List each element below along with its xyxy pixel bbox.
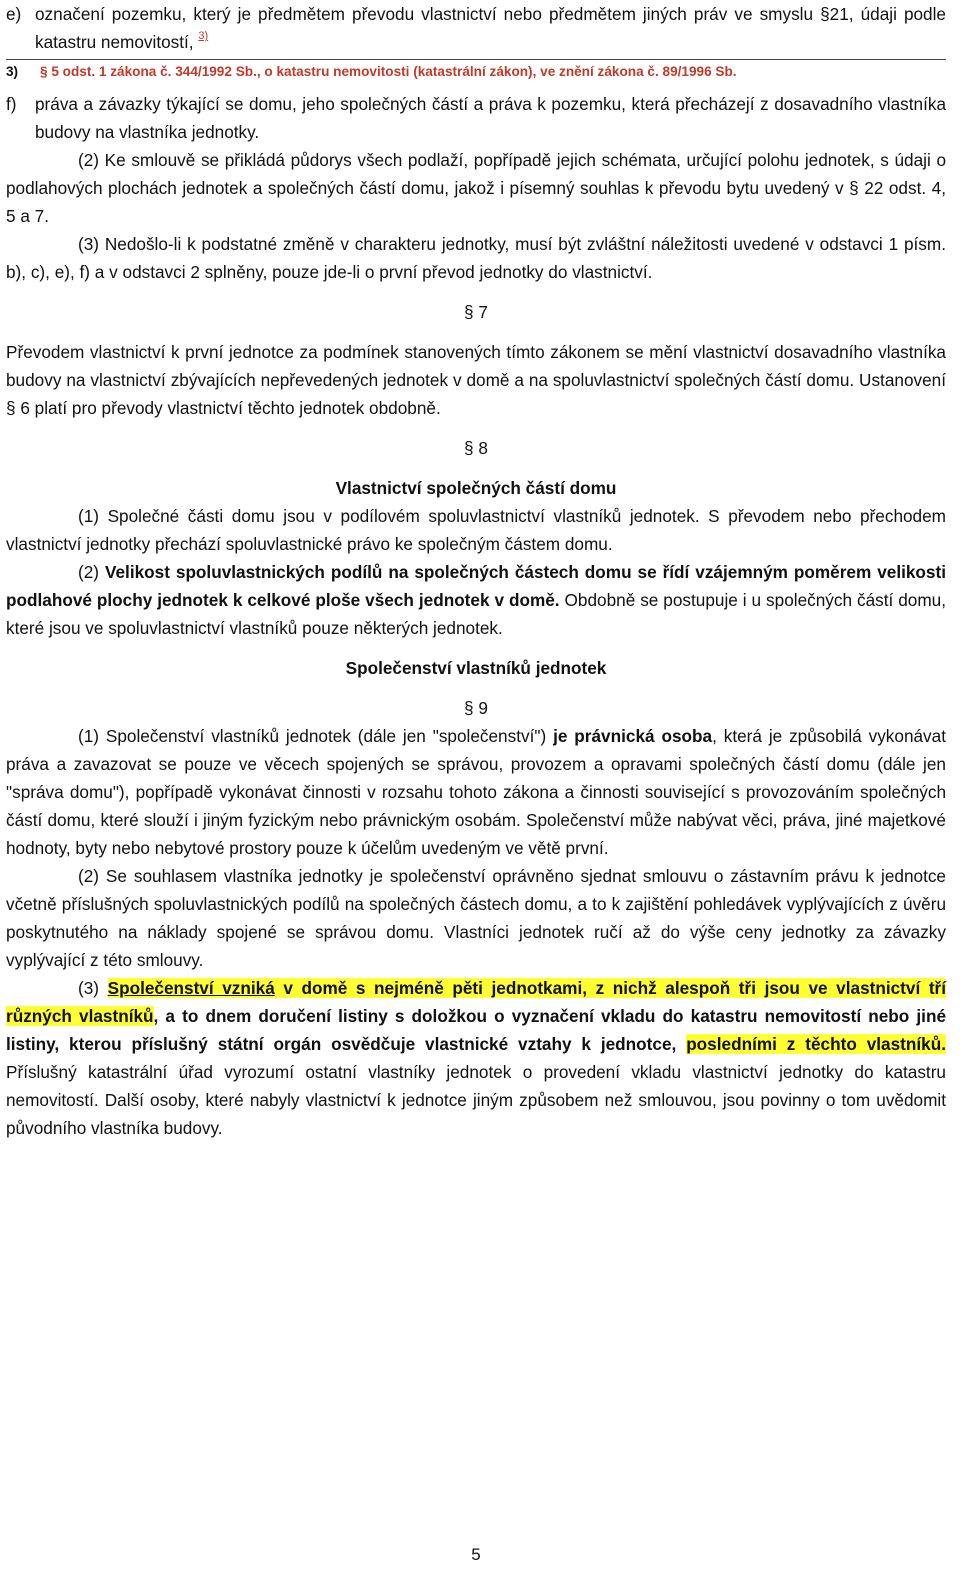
item-label: f): [6, 94, 17, 114]
bold-text: Velikost spoluvlastnických podílů na společných částech domu se řídí vzájemným poměrem velikosti podlahové plochy jednotek k celkové ploše všech jednotek v domě.: [6, 562, 946, 610]
item-text: označení pozemku, který je předmětem převodu vlastnictví nebo předmětem jiných práv ve smyslu §21, údaji podle katastru nemovitostí,: [35, 4, 946, 52]
highlighted-text: v domě s nejméně pěti jednotkami, z nichž alespoň tři jsou ve vlastnictví tří různých vlastníků: [6, 978, 947, 1026]
list-item-f: [6, 90, 946, 146]
item-label: e): [6, 4, 22, 24]
bold-text: je právnická osoba: [553, 726, 713, 746]
part-title: Společenství vlastníků jednotek: [345, 658, 607, 678]
paragraph-text: (1) Společenství vlastníků jednotek (dále jen "společenství"): [78, 726, 547, 746]
highlighted-text: Společenství vzniká: [107, 978, 275, 998]
paragraph-text: Příslušný katastrální úřad vyrozumí ostatní vlastníky jednotek o provedení vkladu vlastnictví jednotky do katastru nemovitostí. Další osoby, které nabyly vlastnictví k jednotce jiným způsobem než smlouvou, jsou povinny o tom uvědomit původního vlastníka budovy.: [6, 1062, 946, 1138]
section-8-paragraph-1: (1) Společné části domu jsou v podílovém spoluvlastnictví vlastníků jednotek. S převodem nebo přechodem vlastnictví jednotky přechází spoluvlastnické právo ke společným částem domu.: [6, 506, 946, 554]
item-text: práva a závazky týkající se domu, jeho společných částí a práva k pozemku, která přecházejí z dosavadního vlastníka budovy na vlastníka jednotky.: [35, 94, 946, 142]
section-9-paragraph-3: [6, 974, 946, 1142]
highlighted-text: posledními z těchto vlastníků.: [686, 1034, 946, 1054]
footnote: [6, 59, 946, 82]
section-7-text: Převodem vlastnictví k první jednotce za podmínek stanovených tímto zákonem se mění vlastnictví dosavadního vlastníka budovy na vlastnictví zbývajících nepřevedených jednotek v domě a na spoluvlastnictví společných částí domu. Ustanovení § 6 platí pro převody vlastnictví těchto jednotek obdobně.: [6, 342, 946, 418]
footnote-reference-link[interactable]: 3): [198, 30, 209, 42]
section-9-paragraph-1: [6, 722, 946, 862]
list-item-e: [6, 0, 946, 56]
section-8-title: Vlastnictví společných částí domu: [335, 478, 617, 498]
section-7-heading: § 7: [464, 302, 488, 322]
paragraph-3: (3) Nedošlo-li k podstatné změně v charakteru jednotky, musí být zvláštní náležitosti uvedené v odstavci 1 písm. b), c), e), f) a v odstavci 2 splněny, pouze jde-li o první převod jednotky do vlastnictví.: [6, 234, 946, 282]
section-8-heading: § 8: [464, 438, 488, 458]
section-8-paragraph-2: [6, 558, 946, 642]
bold-text: , a to dnem doručení listiny s doložkou o vyznačení vkladu do katastru nemovitostí nebo jiné listiny, kterou příslušný státní orgán osvědčuje vlastnické vztahy k jednotce,: [6, 1006, 946, 1054]
paragraph-label: (2): [78, 562, 100, 582]
page-number: 5: [471, 1545, 481, 1564]
section-9-heading: § 9: [464, 698, 488, 718]
section-9-paragraph-2: (2) Se souhlasem vlastníka jednotky je společenství oprávněno sjednat smlouvu o zástavním právu k jednotce včetně příslušných spoluvlastnických podílů na společných částech domu, a to k zajištění pohledávek vyplývajících z úvěru poskytnutého na náklady spojené se správou domu. Vlastníci jednotek ručí až do výše ceny jednotky za závazky vyplývající z této smlouvy.: [6, 866, 946, 970]
footnote-number: 3): [6, 64, 19, 79]
footnote-text: § 5 odst. 1 zákona č. 344/1992 Sb., o katastru nemovitosti (katastrální zákon), ve znění zákona č. 89/1996 Sb.: [40, 64, 737, 79]
paragraph-2: (2) Ke smlouvě se přikládá půdorys všech podlaží, popřípadě jejich schémata, určující polohu jednotek, s údaji o podlahových plochách jednotek a společných částí domu, jakož i písemný souhlas k převodu bytu uvedený v § 22 odst. 4, 5 a 7.: [6, 150, 946, 226]
paragraph-text: Obdobně se postupuje i u společných částí domu, které jsou ve spoluvlastnictví vlastníků pouze některých jednotek.: [6, 590, 946, 638]
paragraph-text: , která je způsobilá vykonávat práva a zavazovat se pouze ve věcech spojených se správou, provozem a opravami společných částí domu (dále jen "správa domu"), popřípadě vykonávat činnosti v rozsahu tohoto zákona a činnosti související s provozováním společných částí domu, které slouží i jiným fyzickým nebo právnickým osobám. Společenství může nabývat věci, práva, jiné majetkové hodnoty, byty nebo nebytové prostory pouze k účelům uvedeným ve větě první.: [6, 726, 946, 858]
document-page: [6, 0, 946, 1142]
paragraph-label: (3): [78, 978, 100, 998]
